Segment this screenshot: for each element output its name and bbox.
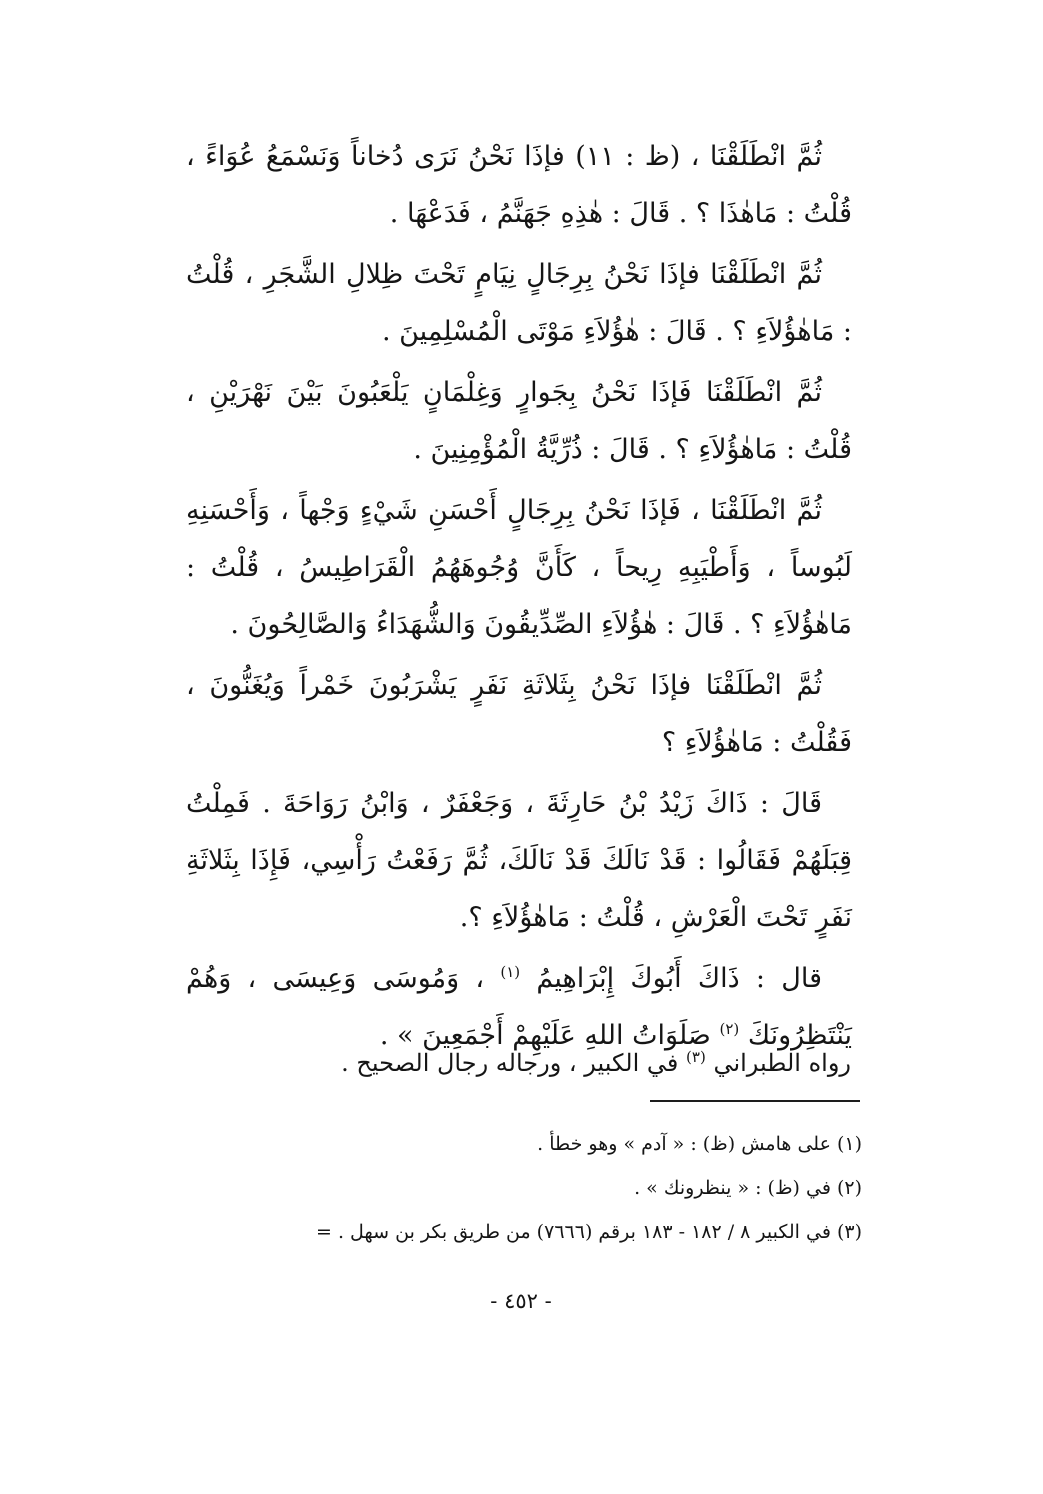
footnote-ref-1[interactable]: (١) (500, 963, 521, 981)
main-text (186, 128, 852, 1068)
paragraph-text: ثُمَّ انْطَلَقْنَا ، فَإذَا نَحْنُ بِرِجَالٍ أَحْسَنِ شَيْءٍ وَجْهاً ، وَأَحْسَنِهِ لَبُوساً ، وَأَطْيَبِهِ رِيحاً ، كَأَنَّ وُجُوهَهُمُ الْقَرَاطِيسُ ، قُلْتُ : مَاهٰؤُلاَءِ ؟ . قَالَ : هٰؤُلاَءِ الصِّدِّيقُونَ وَالشُّهَدَاءُ وَالصَّالِحُونَ . (186, 495, 852, 640)
paragraph-three-men (186, 657, 852, 771)
page-number: - ٤٥٢ - (490, 1289, 552, 1313)
paragraph-text: ثُمَّ انْطَلَقْنَا فإذَا نَحْنُ بِثَلاثَةِ نَفَرٍ يَشْرَبُونَ خَمْراً وَيُغَنُّونَ ، فَقُلْتُ : مَاهٰؤُلاَءِ ؟ (186, 670, 852, 758)
paragraph-believers-offspring (186, 364, 852, 478)
source-text: في الكبير ، ورجاله رجال الصحيح . (341, 1049, 679, 1077)
paragraph-text: ، وَمُوسَى وَعِيسَى ، وَهُمْ يَنْتَظِرُونَكَ (186, 963, 852, 1051)
paragraph-dead-muslims (186, 246, 852, 360)
paragraph-text: صَلَوَاتُ اللهِ عَلَيْهِمْ أَجْمَعِينَ » . (379, 1020, 711, 1051)
footnote-2: (٢) في (ظ) : « ينظرونك » . (634, 1177, 862, 1199)
source-text: رواه الطبراني (713, 1049, 851, 1077)
paragraph-gehenna (186, 128, 852, 242)
paragraph-text: ثُمَّ انْطَلَقْنَا فإذَا نَحْنُ بِرِجَالٍ نِيَامٍ تَحْتَ ظِلالِ الشَّجَرِ ، قُلْتُ : مَاهٰؤُلاَءِ ؟ . قَالَ : هٰؤُلاَءِ مَوْتَى الْمُسْلِمِينَ . (186, 259, 852, 347)
footnote-separator (650, 1100, 860, 1102)
footnote-ref-3[interactable]: (٣) (686, 1048, 706, 1066)
hadith-source (341, 1038, 851, 1088)
footnotes (150, 1122, 862, 1254)
paragraph-text: ثُمَّ انْطَلَقْنَا فَإذَا نَحْنُ بِجَوارٍ وَغِلْمَانٍ يَلْعَبُونَ بَيْنَ نَهْرَيْنِ ، قُلْتُ : مَاهٰؤُلاَءِ ؟ . قَالَ : ذُرِّيَّةُ الْمُؤْمِنِينَ . (186, 377, 852, 465)
paragraph-text: ثُمَّ انْطَلَقْنَا ، (ظ : ١١) فإذَا نَحْنُ نَرَى دُخاناً وَنَسْمَعُ عُوَاءً ، قُلْتُ : مَاهٰذَا ؟ . قَالَ : هٰذِهِ جَهَنَّمُ ، فَدَعْهَا . (186, 141, 852, 229)
paragraph-zaid-jafar (186, 775, 852, 946)
footnote-3: (٣) في الكبير ٨ / ١٨٢ - ١٨٣ برقم (٧٦٦٦) من طريق بكر بن سهل . = (315, 1221, 862, 1243)
paragraph-text: قَالَ : ذَاكَ زَيْدُ بْنُ حَارِثَةَ ، وَجَعْفَرٌ ، وَابْنُ رَوَاحَةَ . فَمِلْتُ قِبَلَهُمْ فَقَالُوا : قَدْ نَالَكَ قَدْ نَالَكَ، ثُمَّ رَفَعْتُ رَأْسِي، فَإِذَا بِثَلاثَةِ نَفَرٍ تَحْتَ الْعَرْشِ ، قُلْتُ : مَاهٰؤُلاَءِ ؟. (186, 788, 852, 933)
paragraph-text: قال : ذَاكَ أَبُوكَ إِبْرَاهِيمُ (536, 963, 822, 994)
paragraph-righteous (186, 482, 852, 653)
footnote-1: (١) على هامش (ظ) : « آدم » وهو خطأ . (537, 1133, 862, 1155)
footnote-ref-2[interactable]: (٢) (719, 1020, 740, 1038)
